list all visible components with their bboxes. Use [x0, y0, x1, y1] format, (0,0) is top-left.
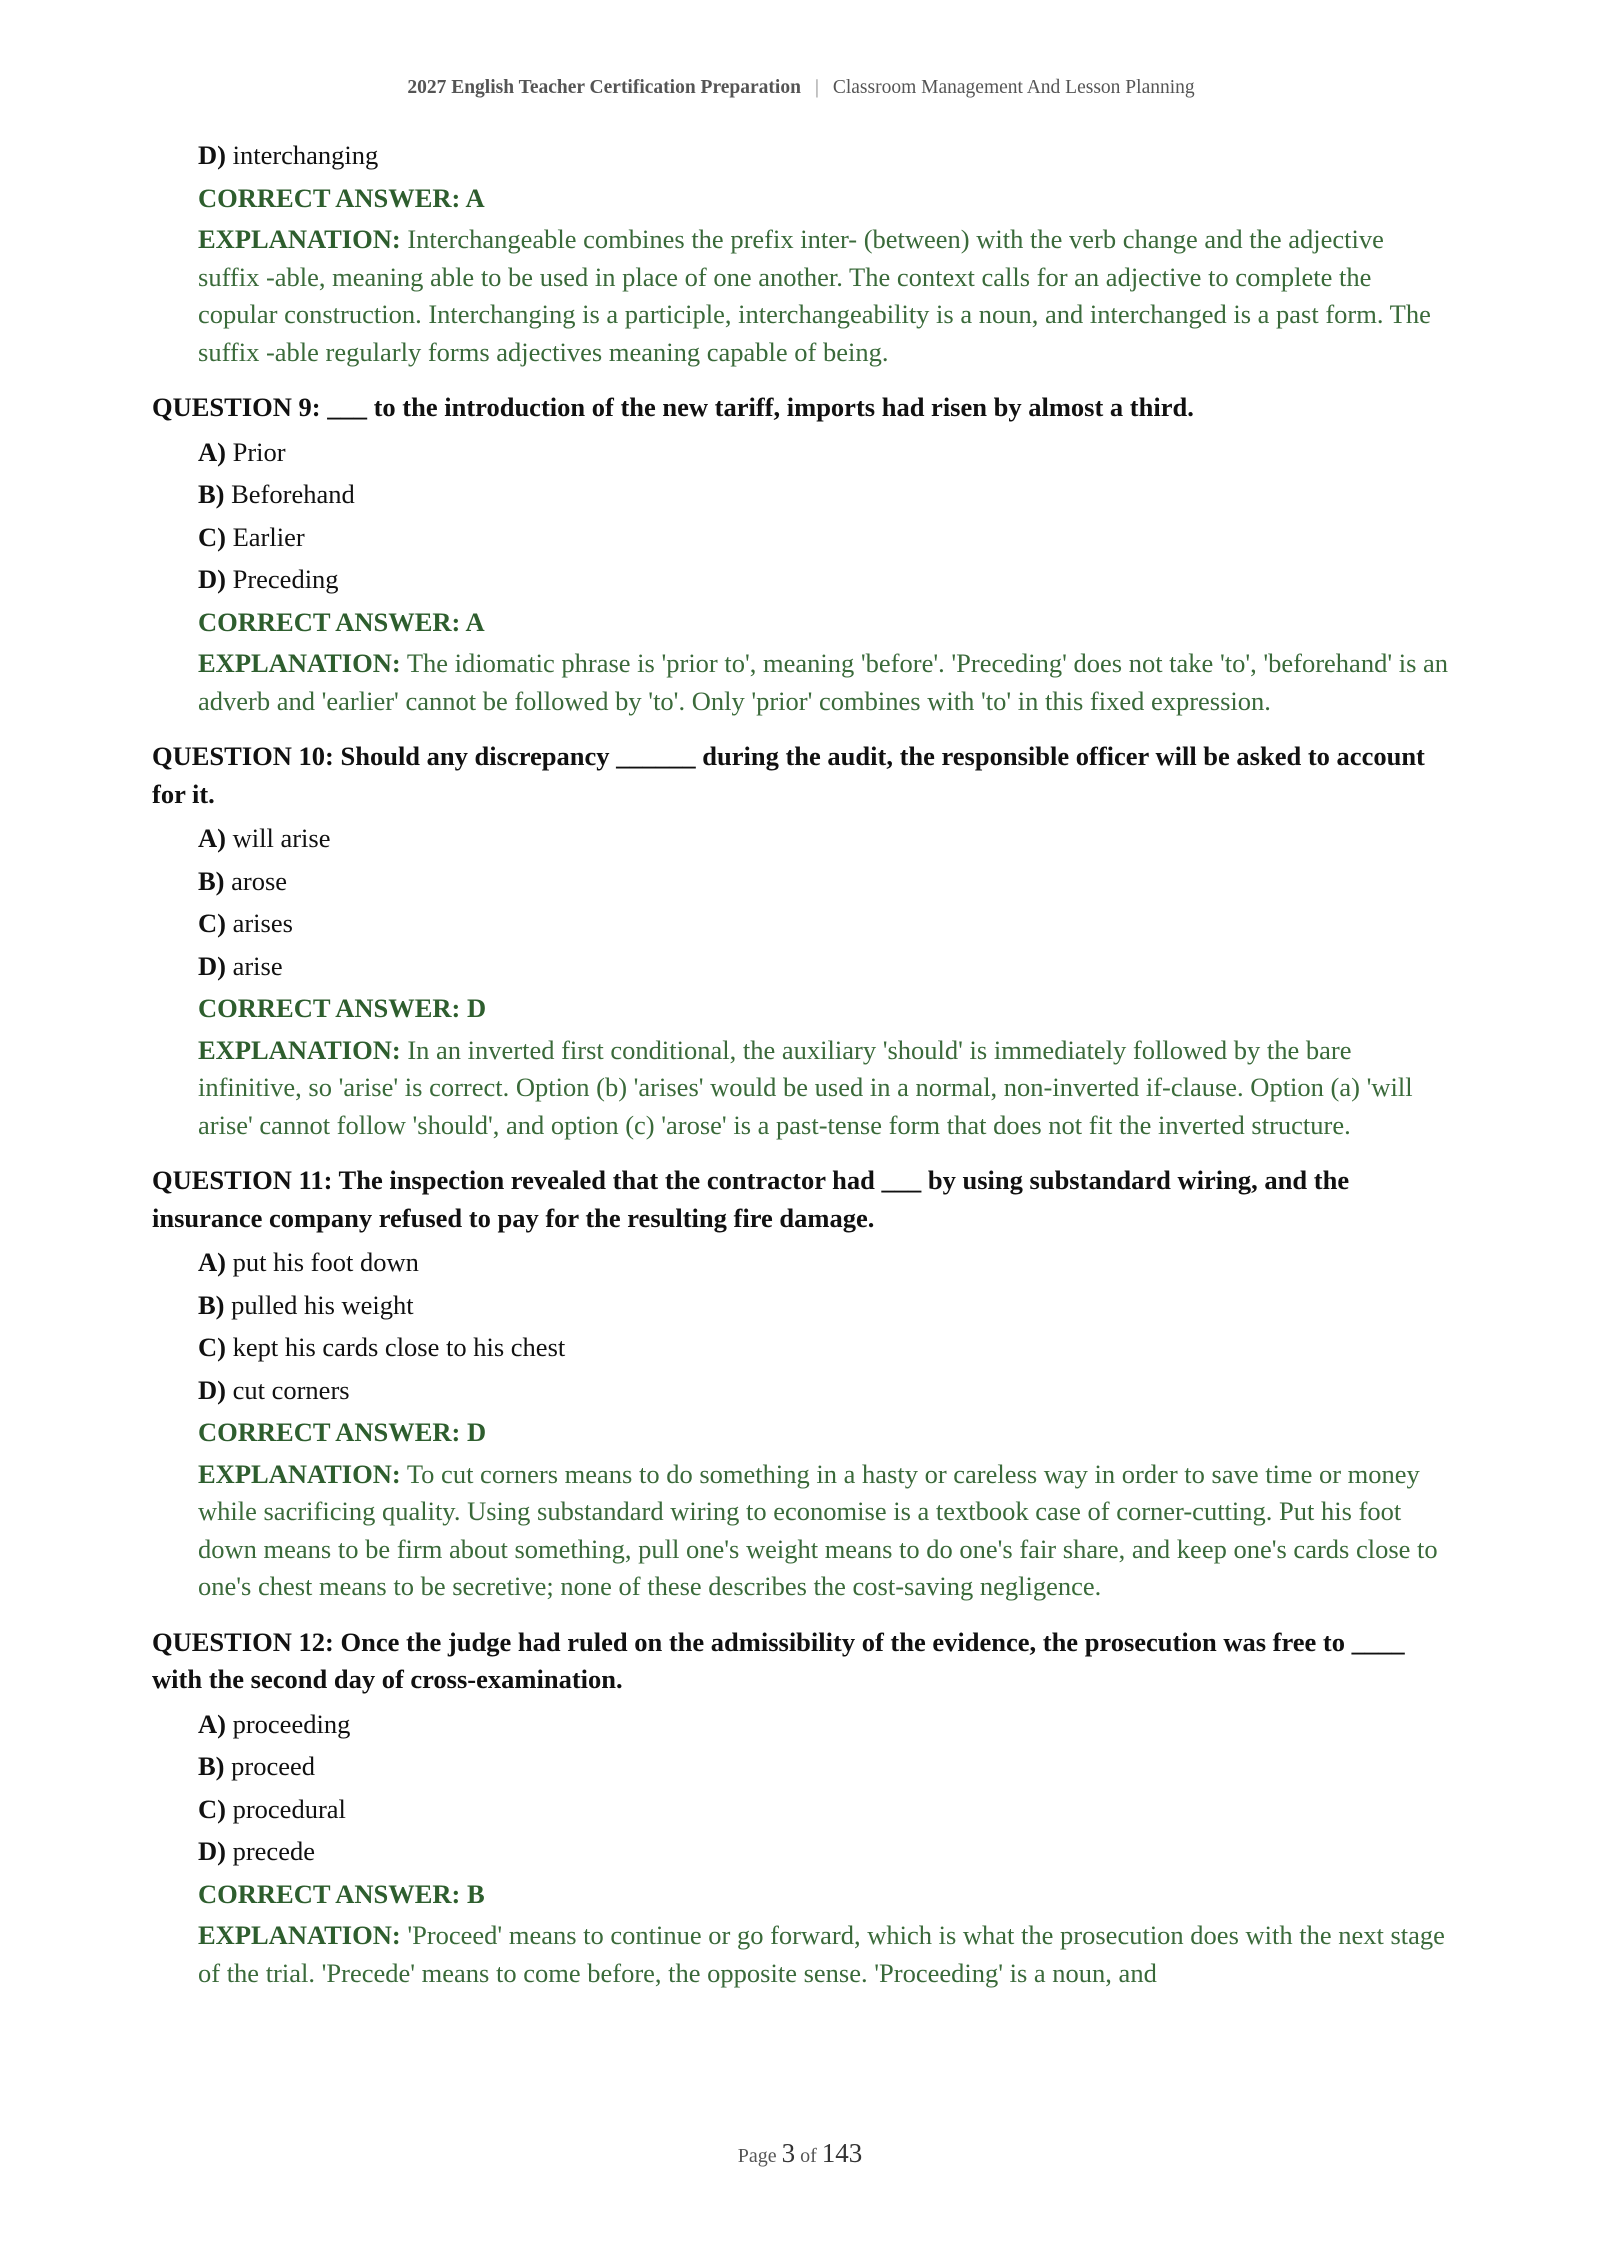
option-letter: D) — [198, 1836, 226, 1866]
explanation — [198, 1030, 1450, 1145]
explanation — [198, 1454, 1450, 1606]
carryover-block — [198, 134, 1450, 371]
total-pages: 143 — [821, 2138, 863, 2168]
option-letter: D) — [198, 140, 226, 170]
option-letter: D) — [198, 950, 226, 981]
option-text: Preceding — [232, 564, 339, 594]
option-c — [198, 516, 1450, 559]
option-letter: A) — [198, 1708, 226, 1739]
option-letter: A) — [198, 436, 226, 467]
explanation-label: EXPLANATION: — [198, 1034, 401, 1065]
option-text: Earlier — [232, 521, 305, 552]
option-text: put his foot down — [232, 1247, 419, 1277]
option-text: arises — [232, 908, 293, 938]
question-9-prompt: QUESTION 9: ___ to the introduction of the new tariff, imports had risen by almost a third. — [152, 392, 1194, 422]
correct-answer: CORRECT ANSWER: D — [198, 1417, 487, 1447]
option-letter: A) — [198, 1247, 226, 1277]
option-text: Prior — [232, 436, 286, 467]
explanation — [198, 1915, 1450, 1992]
correct-answer: CORRECT ANSWER: D — [198, 993, 487, 1023]
running-header — [152, 74, 1450, 110]
option-text: proceeding — [232, 1708, 351, 1739]
correct-answer: CORRECT ANSWER: A — [198, 606, 485, 637]
option-text: proceed — [231, 1751, 315, 1781]
option-c — [198, 1788, 1450, 1831]
option-letter: C) — [198, 908, 226, 938]
question-10-prompt: QUESTION 10: Should any discrepancy ______ during the audit, the responsible officer will be asked to account for it. — [152, 741, 1425, 809]
option-letter: C) — [198, 521, 226, 552]
option-d — [198, 1830, 1450, 1873]
option-a — [198, 431, 1450, 474]
option-text: arose — [231, 865, 288, 896]
option-letter: B) — [198, 1751, 225, 1781]
option-d — [198, 558, 1450, 601]
correct-answer: CORRECT ANSWER: B — [198, 1878, 485, 1909]
option-b — [198, 473, 1450, 516]
correct-answer: CORRECT ANSWER: A — [198, 182, 485, 213]
option-b — [198, 860, 1450, 903]
option-letter: B) — [198, 1289, 225, 1320]
page-word: Page — [737, 2145, 777, 2167]
question-12-block — [198, 1703, 1450, 1993]
option-a — [198, 1703, 1450, 1746]
explanation — [198, 643, 1450, 720]
option-b — [198, 1745, 1450, 1788]
page-footer — [0, 2138, 1600, 2169]
of-word: of — [800, 2145, 817, 2167]
header-book-title: 2027 English Teacher Certification Preparation — [407, 77, 801, 98]
explanation-text: 'Proceed' means to continue or go forward, which is what the prosecution does with the next stage of the trial. 'Precede' means to come before, the opposite sense. 'Proceeding' is a noun, and — [198, 1920, 1445, 1988]
option-text: pulled his weight — [231, 1289, 414, 1320]
option-letter: C) — [198, 1332, 226, 1362]
option-letter: D) — [198, 564, 226, 594]
option-c — [198, 902, 1450, 945]
option-text: Beforehand — [231, 479, 355, 509]
question-12-prompt: QUESTION 12: Once the judge had ruled on the admissibility of the evidence, the prosecution was free to ____ with the second day of cross-examination. — [152, 1626, 1405, 1694]
explanation-text: Interchangeable combines the prefix inter- (between) with the verb change and the adjective suffix -able, meaning able to be used in place of one another. The context calls for an adjective to complete the copular construction. Interchanging is a participle, interchangeability is a noun, and interchanged is a past form. The suffix -able regularly forms adjectives meaning capable of being. — [198, 224, 1431, 367]
explanation — [198, 219, 1450, 371]
question-9-block — [198, 431, 1450, 721]
option-text: precede — [232, 1836, 315, 1866]
option-a — [198, 1241, 1450, 1284]
option-d — [198, 1369, 1450, 1412]
header-chapter-title: Classroom Management And Lesson Planning — [832, 77, 1195, 98]
option-letter: B) — [198, 865, 225, 896]
option-text: interchanging — [232, 140, 379, 170]
explanation-text: The idiomatic phrase is 'prior to', meaning 'before'. 'Preceding' does not take 'to', 'beforehand' is an adverb and 'earlier' cannot be followed by 'to'. Only 'prior' combines with 'to' in this fixed expression. — [198, 648, 1449, 716]
explanation-text: To cut corners means to do something in a hasty or careless way in order to save time or money while sacrificing quality. Using substandard wiring to economise is a textbook case of corner-cutting. Put his foot down means to be firm about something, pull one's weight means to do one's fair share, and keep one's cards close to one's chest means to be secretive; none of these describes the cost-saving negligence. — [198, 1458, 1438, 1601]
option-letter: D) — [198, 1374, 226, 1405]
header-separator: | — [814, 77, 819, 98]
page-number: 3 — [781, 2138, 796, 2168]
option-d — [198, 134, 1450, 177]
option-text: procedural — [232, 1793, 346, 1824]
option-text: cut corners — [232, 1374, 350, 1405]
option-b — [198, 1284, 1450, 1327]
option-text: will arise — [232, 823, 331, 853]
explanation-label: EXPLANATION: — [198, 648, 401, 678]
option-text: kept his cards close to his chest — [232, 1332, 566, 1362]
option-d — [198, 945, 1450, 988]
option-a — [198, 817, 1450, 860]
option-letter: C) — [198, 1793, 226, 1824]
option-letter: A) — [198, 823, 226, 853]
option-letter: B) — [198, 479, 225, 509]
explanation-text: In an inverted first conditional, the auxiliary 'should' is immediately followed by the bare infinitive, so 'arise' is correct. Option (b) 'arises' would be used in a normal, non-inverted if-clause. Option (a) 'will arise' cannot follow 'should', and option (c) 'arose' is a past-tense form that does not fit the inverted structure. — [198, 1034, 1413, 1140]
explanation-label: EXPLANATION: — [198, 1920, 401, 1950]
option-text: arise — [232, 950, 283, 981]
question-11-prompt: QUESTION 11: The inspection revealed that the contractor had ___ by using substandard wiring, and the insurance company refused to pay for the resulting fire damage. — [152, 1165, 1350, 1233]
option-c — [198, 1326, 1450, 1369]
question-11-block — [198, 1241, 1450, 1606]
question-10-block — [198, 817, 1450, 1144]
explanation-label: EXPLANATION: — [198, 1458, 401, 1489]
explanation-label: EXPLANATION: — [198, 224, 401, 254]
